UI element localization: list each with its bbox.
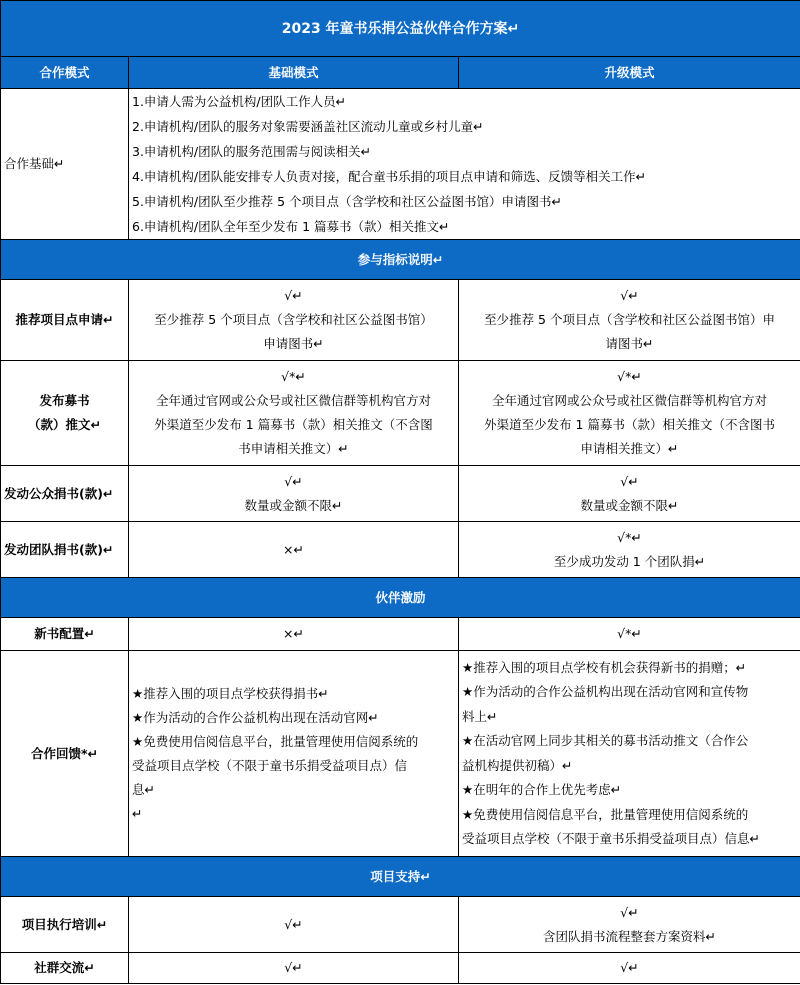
check-mark: √↵ bbox=[620, 960, 639, 975]
section-support bbox=[1, 857, 800, 897]
text-line: 受益项目点学校（不限于童书乐捐受益项目点）信 bbox=[132, 757, 408, 773]
row-reward bbox=[1, 651, 800, 857]
header-basic: 基础模式 bbox=[129, 57, 459, 89]
text-line: ★推荐入围的项目点学校获得捐书↵ bbox=[132, 685, 329, 701]
check-mark: √↵ bbox=[284, 916, 303, 932]
text-line: 外渠道至少发布 1 篇募书（款）相关推文（不含图 bbox=[154, 417, 433, 432]
header-row bbox=[1, 57, 800, 89]
text-line: ★免费使用信阅信息平台，批量管理使用信阅系统的 bbox=[462, 806, 749, 822]
community-label: 社群交流↵ bbox=[1, 953, 129, 984]
text-line: 全年通过官网或公众号或社区微信群等机构官方对 bbox=[155, 393, 431, 408]
text-line: ★作为活动的合作公益机构出现在活动官网和宣传物 bbox=[462, 684, 749, 699]
check-mark: √↵ bbox=[284, 473, 303, 489]
row-team bbox=[1, 522, 800, 578]
text-line: 受益项目点学校（不限于童书乐捐受益项目点）信息↵ bbox=[462, 831, 760, 846]
community-upgrade bbox=[459, 953, 800, 984]
recommend-upgrade bbox=[459, 280, 800, 361]
table-title: 2023 年童书乐捐公益伙伴合作方案↵ bbox=[1, 1, 800, 57]
cross-mark: ×↵ bbox=[283, 626, 304, 641]
label-line: （款）推文↵ bbox=[28, 417, 101, 432]
team-label: 发动团队捐书(款)↵ bbox=[1, 522, 129, 578]
text-line: 数量或金额不限↵ bbox=[580, 497, 679, 513]
text-line: 料上↵ bbox=[462, 708, 498, 724]
check-mark: √↵ bbox=[284, 288, 303, 303]
header-upgrade: 升级模式 bbox=[459, 57, 800, 89]
team-upgrade bbox=[459, 522, 800, 578]
check-mark: √*↵ bbox=[617, 626, 642, 641]
section-participation-title: 参与指标说明↵ bbox=[1, 240, 800, 280]
publish-basic bbox=[129, 361, 459, 466]
recommend-label: 推荐项目点申请↵ bbox=[1, 280, 129, 361]
section-incentives-title: 伙伴激励 bbox=[1, 578, 800, 618]
header-mode: 合作模式 bbox=[1, 57, 129, 89]
newbooks-upgrade bbox=[459, 618, 800, 651]
reward-label: 合作回馈*↵ bbox=[1, 651, 129, 857]
label-line: 发布募书 bbox=[39, 393, 90, 408]
publish-upgrade bbox=[459, 361, 800, 466]
text-line: ★在活动官网上同步其相关的募书活动推文（合作公 bbox=[462, 733, 749, 748]
training-label: 项目执行培训↵ bbox=[1, 897, 129, 953]
basis-item: 6.申请机构/团队全年至少发布 1 篇募书（款）相关推文↵ bbox=[132, 219, 450, 234]
basis-items bbox=[129, 89, 800, 240]
row-recommend bbox=[1, 280, 800, 361]
text-line: ★在明年的合作上优先考虑↵ bbox=[462, 782, 622, 797]
basis-item: 5.申请机构/团队至少推荐 5 个项目点（含学校和社区公益图书馆）申请图书↵ bbox=[132, 194, 563, 209]
newbooks-basic bbox=[129, 618, 459, 651]
check-mark: √↵ bbox=[620, 473, 639, 489]
check-mark: √↵ bbox=[620, 904, 639, 920]
text-line: 请图书↵ bbox=[605, 336, 654, 351]
basis-item: 3.申请机构/团队的服务范围需与阅读相关↵ bbox=[132, 144, 372, 159]
text-line: 含团队捐书流程整套方案资料↵ bbox=[543, 928, 716, 944]
publish-label bbox=[1, 361, 129, 466]
check-mark: √*↵ bbox=[617, 529, 642, 545]
text-line: 全年通过官网或公众号或社区微信群等机构官方对 bbox=[492, 393, 768, 408]
row-publish bbox=[1, 361, 800, 466]
newbooks-label: 新书配置↵ bbox=[1, 618, 129, 651]
text-line: 至少推荐 5 个项目点（含学校和社区公益图书馆）申 bbox=[484, 312, 775, 327]
reward-upgrade bbox=[459, 651, 800, 857]
training-upgrade bbox=[459, 897, 800, 953]
recommend-basic bbox=[129, 280, 459, 361]
check-mark: √↵ bbox=[284, 960, 303, 975]
text-line: 外渠道至少发布 1 篇募书（款）相关推文（不含图书 bbox=[484, 417, 775, 432]
basis-row bbox=[1, 89, 800, 240]
basis-label: 合作基础↵ bbox=[1, 89, 129, 240]
text-line: 益机构提供初稿）↵ bbox=[462, 757, 573, 773]
check-mark: √*↵ bbox=[617, 369, 642, 384]
basis-item: 2.申请机构/团队的服务对象需要涵盖社区流动儿童或乡村儿童↵ bbox=[132, 119, 484, 134]
text-line: ★作为活动的合作公益机构出现在活动官网↵ bbox=[132, 709, 379, 725]
check-mark: √↵ bbox=[620, 288, 639, 303]
section-participation bbox=[1, 240, 800, 280]
text-line: 至少成功发动 1 个团队捐↵ bbox=[553, 553, 706, 569]
row-newbooks bbox=[1, 618, 800, 651]
check-mark: √*↵ bbox=[281, 369, 306, 384]
row-public bbox=[1, 466, 800, 522]
text-line: 申请相关推文）↵ bbox=[580, 441, 679, 456]
basis-item: 1.申请人需为公益机构/团队工作人员↵ bbox=[132, 94, 347, 109]
section-support-title: 项目支持↵ bbox=[1, 857, 800, 897]
community-basic bbox=[129, 953, 459, 984]
text-line: ★免费使用信阅信息平台，批量管理使用信阅系统的 bbox=[132, 733, 419, 749]
training-basic bbox=[129, 897, 459, 953]
public-label: 发动公众捐书(款)↵ bbox=[1, 466, 129, 522]
text-line: ↵ bbox=[132, 805, 143, 821]
text-line: 申请图书↵ bbox=[263, 336, 324, 351]
reward-basic bbox=[129, 651, 459, 857]
basis-item: 4.申请机构/团队能安排专人负责对接，配合童书乐捐的项目点申请和筛选、反馈等相关工作↵ bbox=[132, 169, 647, 184]
team-basic bbox=[129, 522, 459, 578]
row-community bbox=[1, 953, 800, 984]
text-line: 息↵ bbox=[132, 781, 155, 797]
text-line: 至少推荐 5 个项目点（含学校和社区公益图书馆） bbox=[154, 312, 433, 327]
text-line: 数量或金额不限↵ bbox=[244, 497, 343, 513]
section-incentives bbox=[1, 578, 800, 618]
text-line: 书申请相关推文）↵ bbox=[238, 441, 349, 456]
row-training bbox=[1, 897, 800, 953]
text-line: ★推荐入围的项目点学校有机会获得新书的捐赠；↵ bbox=[462, 659, 747, 675]
public-upgrade bbox=[459, 466, 800, 522]
public-basic bbox=[129, 466, 459, 522]
cross-mark: ×↵ bbox=[283, 541, 304, 557]
